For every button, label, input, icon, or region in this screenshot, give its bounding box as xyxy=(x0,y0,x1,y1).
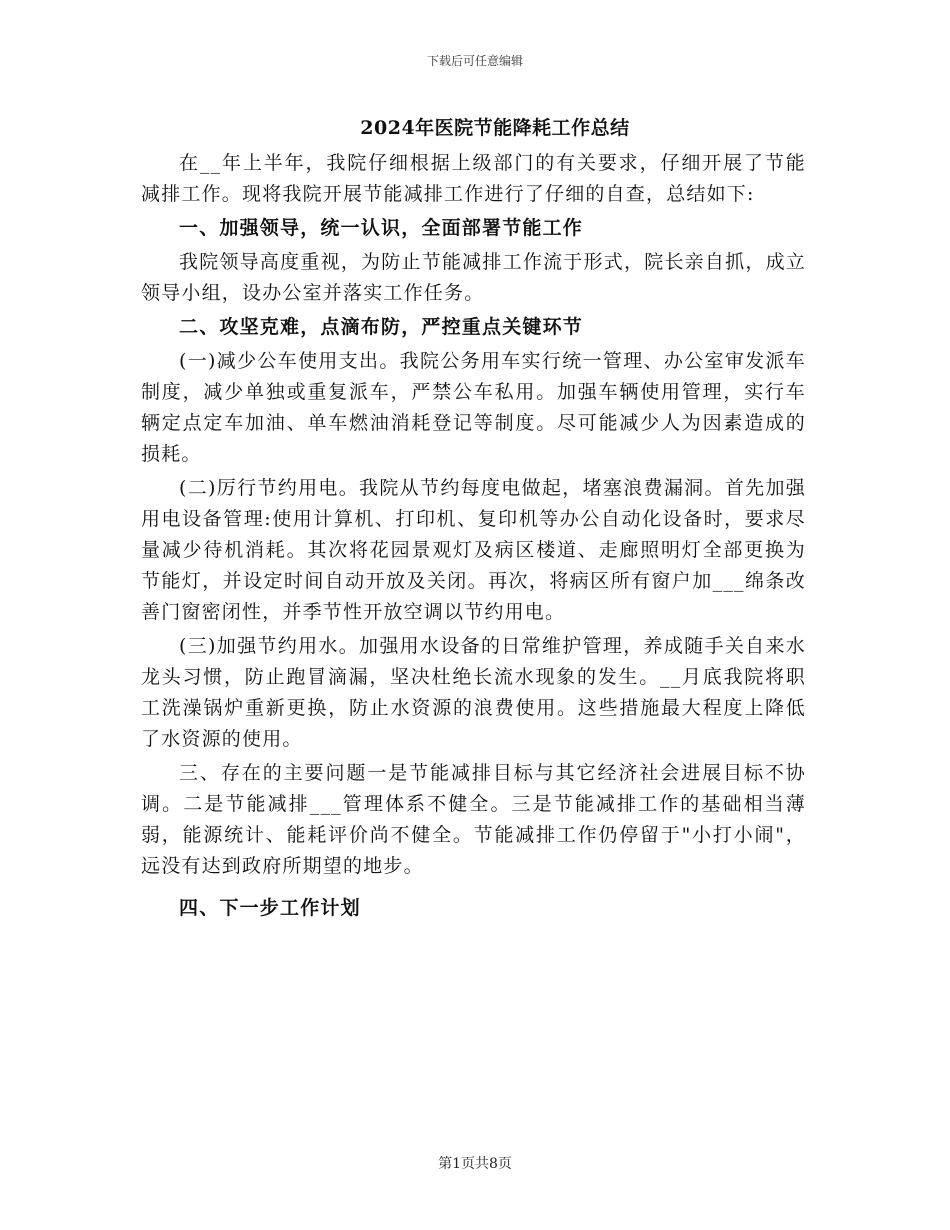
section-2-paragraph-1: (一)减少公车使用支出。我院公务用车实行统一管理、办公室审发派车制度，减少单独或重复派车，严禁公车私用。加强车辆使用管理，实行车辆定点定车加油、单车燃油消耗登记等制度。尽可能减少人为因素造成的损耗。 xyxy=(141,350,806,465)
section-heading-1: 一、加强领导，统一认识，全面部署节能工作 xyxy=(179,217,584,239)
section-heading-2: 二、攻坚克难，点滴布防，严控重点关键环节 xyxy=(179,316,584,338)
document-body xyxy=(141,148,806,924)
section-heading-4: 四、下一步工作计划 xyxy=(179,897,361,919)
header-note: 下载后可任意编辑 xyxy=(426,54,523,68)
section-2-paragraph-4: 三、存在的主要问题一是节能减排目标与其它经济社会进展目标不协调。二是节能减排___管理体系不健全。三是节能减排工作的基础相当薄弱，能源统计、能耗评价尚不健全。节能减排工作仍停留于"小打小闹"，远没有达到政府所期望的地步。 xyxy=(141,762,806,877)
page-indicator: 第1页共8页 xyxy=(438,1156,512,1172)
section-2-paragraph-3: (三)加强节约用水。加强用水设备的日常维护管理，养成随手关自来水龙头习惯，防止跑冒滴漏，坚决杜绝长流水现象的发生。__月底我院将职工洗澡锅炉重新更换，防止水资源的浪费使用。这些措施最大程度上降低了水资源的使用。 xyxy=(141,635,806,750)
section-1-paragraph-1: 我院领导高度重视，为防止节能减排工作流于形式，院长亲自抓，成立领导小组，设办公室并落实工作任务。 xyxy=(141,251,806,304)
section-2-paragraph-2: (二)厉行节约用电。我院从节约每度电做起，堵塞浪费漏洞。首先加强用电设备管理:使用计算机、打印机、复印机等办公自动化设备时，要求尽量减少待机消耗。其次将花园景观灯及病区楼道、走廊照明灯全部更换为节能灯，并设定时间自动开放及关闭。再次，将病区所有窗户加___绵条改善门窗密闭性，并季节性开放空调以节约用电。 xyxy=(141,477,806,623)
intro-paragraph: 在__年上半年，我院仔细根据上级部门的有关要求，仔细开展了节能减排工作。现将我院开展节能减排工作进行了仔细的自查，总结如下: xyxy=(141,152,806,205)
document-title: 2024年医院节能降耗工作总结 xyxy=(360,117,630,139)
